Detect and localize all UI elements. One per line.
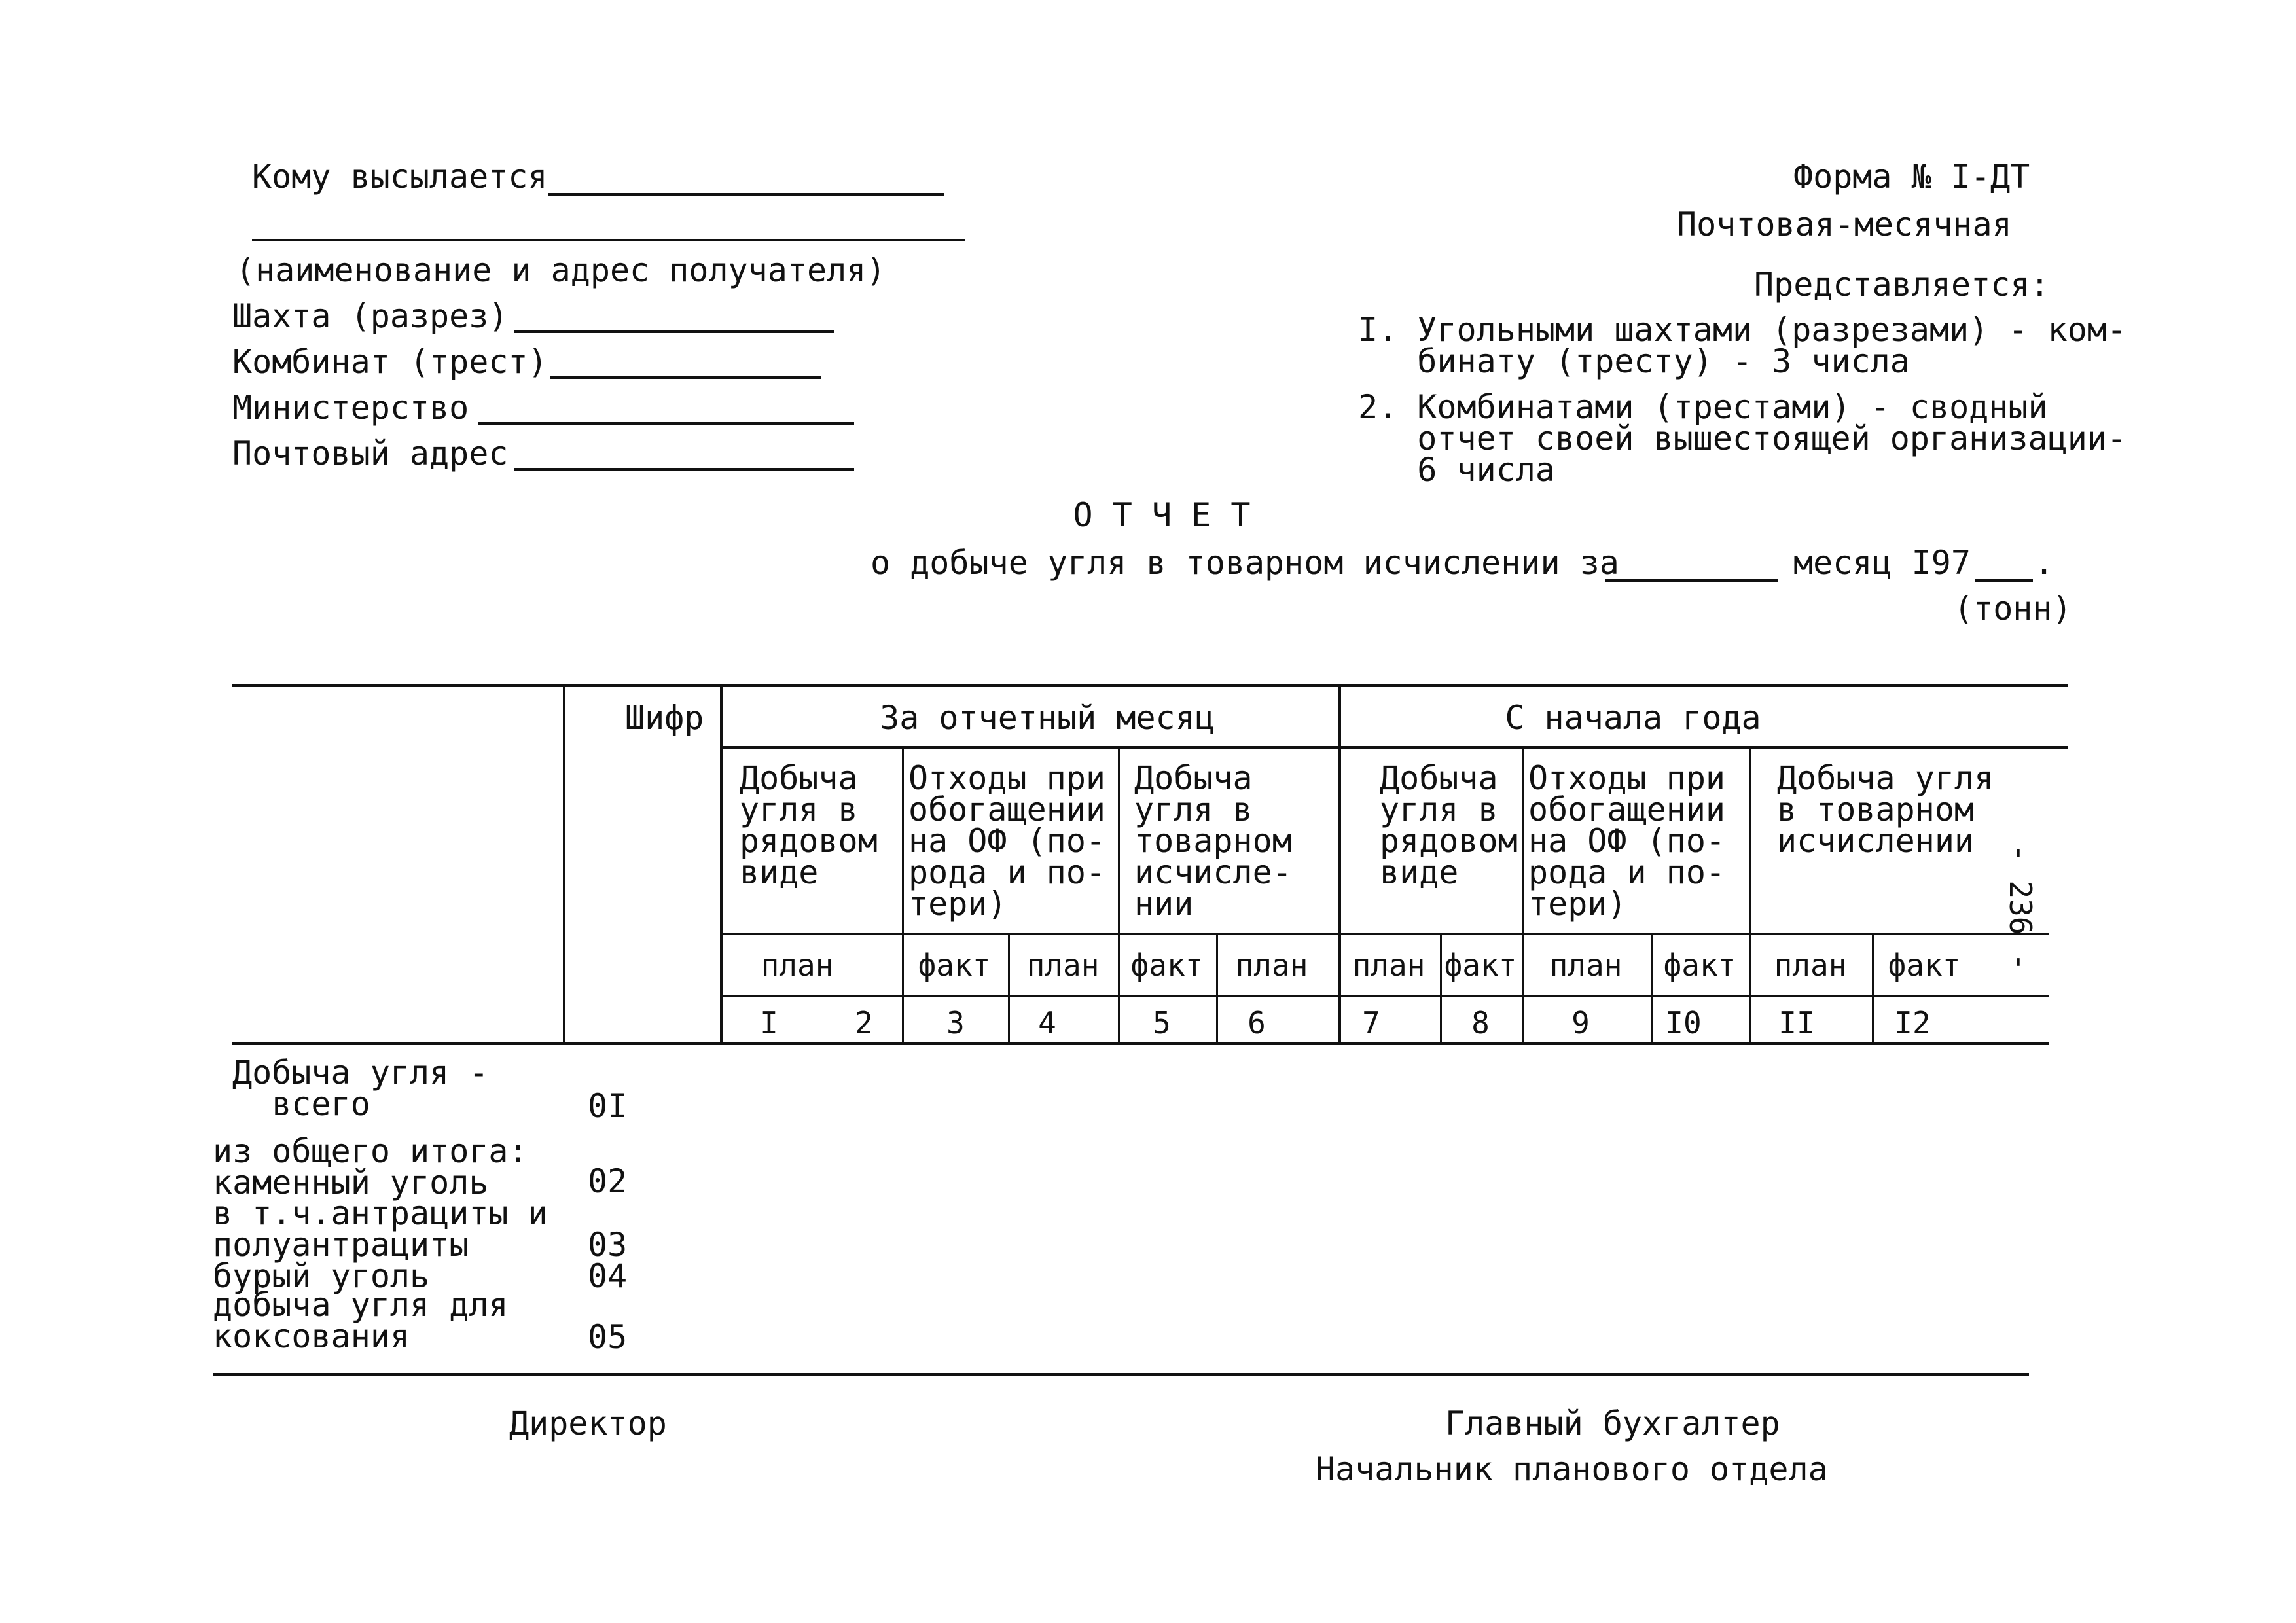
group-header-year: С начала года: [1505, 699, 1761, 737]
plan-label: план: [1235, 948, 1308, 983]
fact-label: факт: [1888, 948, 1961, 983]
col-number: 3: [946, 1005, 965, 1041]
chief-accountant-label: Главный бухгалтер: [1445, 1404, 1780, 1442]
submit-item-1: I. Угольными шахтами (разрезами) - ком- бинату (тресту) - 3 числа: [1358, 311, 2126, 380]
subtitle-end: .: [2034, 544, 2054, 582]
col-divider-1: [902, 746, 904, 1044]
row-code-hard-coal: 02: [588, 1162, 628, 1200]
sub-divider-1: [1008, 933, 1010, 1044]
row-code-coking: 05: [588, 1318, 628, 1356]
col-divider-2: [1118, 746, 1120, 1044]
report-title: О Т Ч Е Т: [1073, 496, 1251, 534]
fact-label: факт: [1130, 948, 1204, 983]
mine-line[interactable]: [514, 330, 834, 333]
month-line[interactable]: [1605, 579, 1778, 582]
col-number: II: [1778, 1005, 1815, 1041]
col-number: I2: [1894, 1005, 1931, 1041]
col-number: 7: [1362, 1005, 1380, 1041]
mine-label: Шахта (разрез): [232, 297, 509, 335]
sent-to-line[interactable]: [548, 193, 944, 196]
col-number: 6: [1247, 1005, 1266, 1041]
row-code-total: 0I: [588, 1087, 628, 1125]
group-header-month: За отчетный месяц: [880, 699, 1215, 737]
ministry-line[interactable]: [478, 422, 854, 425]
planning-head-label: Начальник планового отдела: [1316, 1450, 1828, 1488]
plan-label: план: [1352, 948, 1426, 983]
report-subtitle: о добыче угля в товарном исчислении за: [870, 544, 1619, 582]
cipher-header: Шифр: [625, 699, 704, 737]
combine-line[interactable]: [550, 376, 821, 379]
units-label: (тонн): [1954, 590, 2072, 628]
col-number: 9: [1571, 1005, 1590, 1041]
recipient-line[interactable]: [252, 239, 965, 241]
director-signature-label: Директор: [509, 1404, 667, 1442]
plan-label: план: [1026, 948, 1100, 983]
page-number: - 236 -: [2003, 844, 2038, 971]
sub-divider-4: [1651, 933, 1653, 1044]
report-year-label: месяц I97: [1793, 544, 1971, 582]
fact-label: факт: [1663, 948, 1736, 983]
address-line[interactable]: [514, 468, 854, 471]
form-type: Почтовая-месячная: [1677, 205, 2012, 243]
submitted-label: Представляется:: [1754, 266, 2050, 304]
col-number: I0: [1665, 1005, 1702, 1041]
col-divider-3: [1522, 746, 1524, 1044]
col-header-4: Добыча угля в рядовом виде: [1380, 759, 1518, 891]
col-header-2: Отходы при обогащении на ОФ (по- рода и по- тери): [908, 759, 1106, 923]
sub-divider-2: [1216, 933, 1218, 1044]
plan-fact-rule: [720, 995, 2049, 997]
form-number: Форма № I-ДТ: [1793, 158, 2030, 196]
combine-label: Комбинат (трест): [232, 343, 548, 381]
group-header-rule: [720, 746, 2068, 749]
subheader-rule: [720, 933, 2049, 935]
col-header-6: Добыча угля в товарном исчислении: [1777, 759, 1994, 860]
plan-label: план: [1549, 948, 1623, 983]
cipher-column-divider: [720, 684, 723, 1044]
col-number: I: [760, 1005, 778, 1041]
fact-label: факт: [918, 948, 991, 983]
col-number: 5: [1153, 1005, 1171, 1041]
recipient-note: (наименование и адрес получателя): [236, 251, 886, 289]
row-label-total: Добыча угля - всего: [232, 1054, 489, 1123]
col-header-5: Отходы при обогащении на ОФ (по- рода и по- тери): [1528, 759, 1726, 923]
table-top-rule: [232, 684, 2068, 687]
row-code-anthracite: 03: [588, 1226, 628, 1264]
col-header-3: Добыча угля в товарном исчисле- нии: [1134, 759, 1292, 923]
sub-divider-3: [1440, 933, 1442, 1044]
col-number: 4: [1038, 1005, 1056, 1041]
col-header-1: Добыча угля в рядовом виде: [740, 759, 878, 891]
group-divider: [1338, 684, 1341, 1044]
plan-label: план: [1774, 948, 1847, 983]
submit-item-2: 2. Комбинатами (трестами) - сводный отчет своей вышестоящей организации- 6 числа: [1358, 388, 2126, 489]
row-label-coking: добыча угля для коксования: [213, 1286, 509, 1355]
year-line[interactable]: [1975, 579, 2033, 582]
label-column-divider: [563, 684, 565, 1044]
ministry-label: Министерство: [232, 389, 469, 427]
plan-label: план: [761, 948, 834, 983]
sent-to-label: Кому высылается: [252, 158, 548, 196]
row-label-hard-coal: из общего итога: каменный уголь: [213, 1132, 528, 1202]
col-number: 2: [855, 1005, 873, 1041]
row-label-anthracite: в т.ч.антрациты и полуантрациты: [213, 1194, 548, 1264]
row-code-brown-coal: 04: [588, 1257, 628, 1295]
address-label: Почтовый адрес: [232, 435, 509, 473]
header-bottom-rule: [232, 1042, 2049, 1045]
row-label-brown-coal: бурый уголь: [213, 1257, 430, 1295]
fact-label: факт: [1444, 948, 1517, 983]
col-number: 8: [1471, 1005, 1490, 1041]
col-divider-4: [1749, 746, 1751, 1044]
table-bottom-rule: [213, 1373, 2029, 1376]
sub-divider-5: [1872, 933, 1874, 1044]
